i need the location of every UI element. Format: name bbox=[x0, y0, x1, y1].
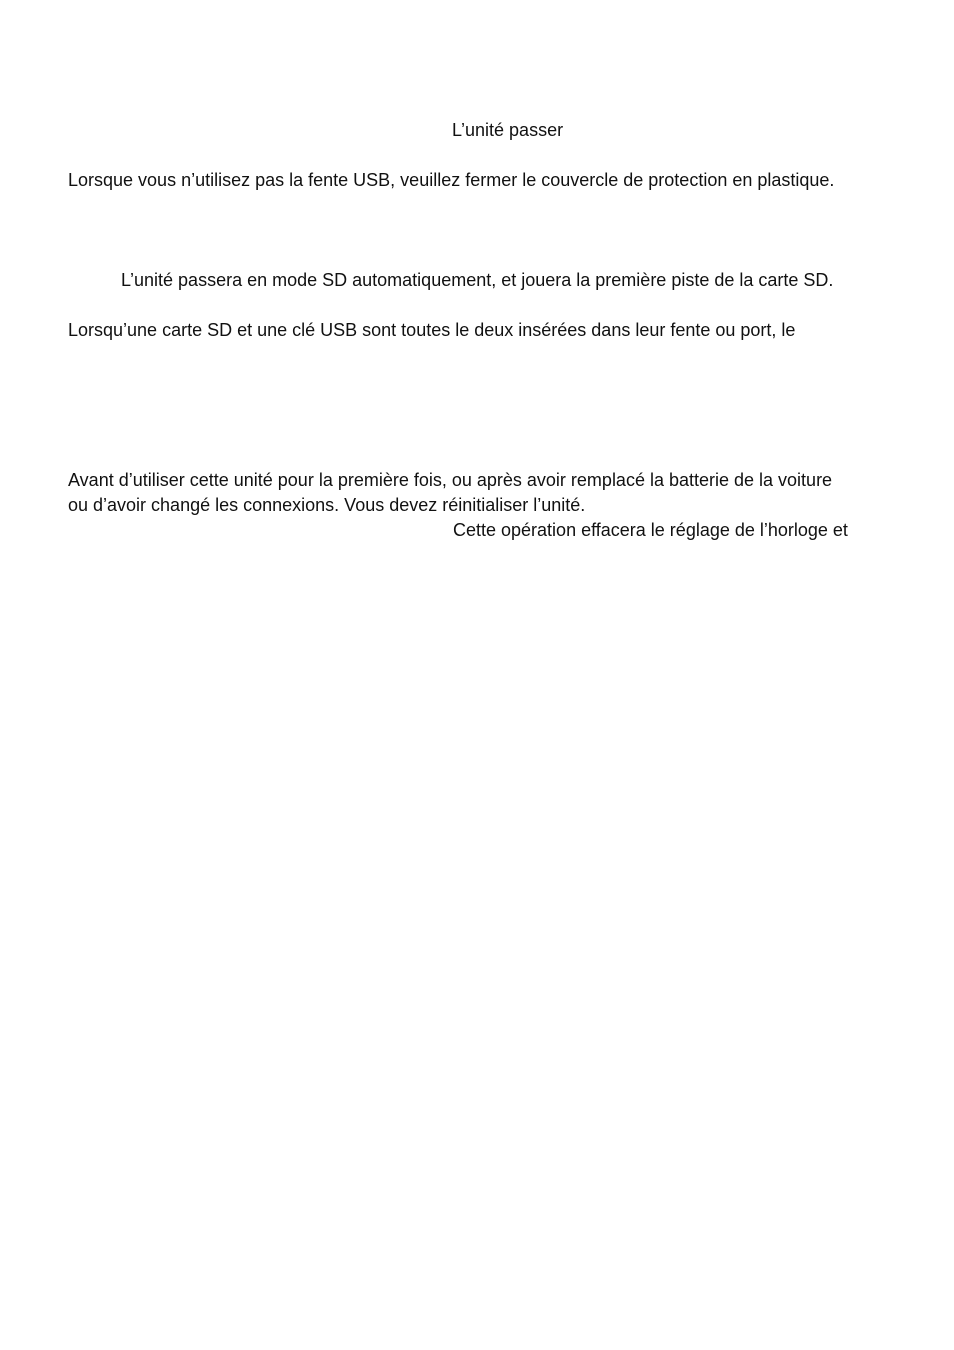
text-line-reset-intro: Avant d’utiliser cette unité pour la première fois, ou après avoir remplacé la batterie de la voiture bbox=[68, 470, 833, 490]
text-line-reset-instruction: ou d’avoir changé les connexions. Vous devez réinitialiser l’unité. bbox=[68, 495, 586, 515]
text-line-unit-switch-fragment: L’unité passer bbox=[452, 120, 564, 140]
text-line-reset-warning: Cette opération effacera le réglage de l’horloge et bbox=[453, 520, 848, 540]
text-line-usb-cover-note: Lorsque vous n’utilisez pas la fente USB, veuillez fermer le couvercle de protection en plastique. bbox=[68, 170, 835, 190]
text-line-sd-auto-mode: L’unité passera en mode SD automatiquement, et jouera la première piste de la carte SD. bbox=[121, 270, 834, 290]
text-line-sd-usb-both-inserted: Lorsqu’une carte SD et une clé USB sont toutes le deux insérées dans leur fente ou port, le bbox=[68, 320, 796, 340]
